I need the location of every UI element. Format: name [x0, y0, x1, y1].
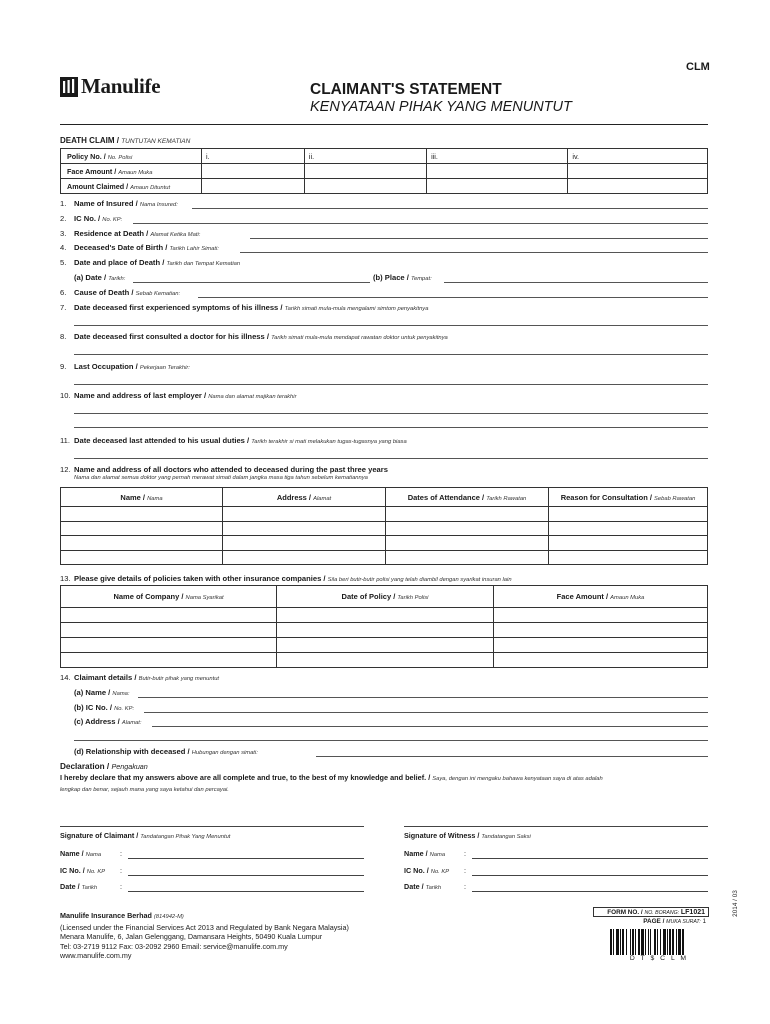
- q14c: (c) Address / Alamat:: [74, 717, 142, 726]
- table-row[interactable]: [61, 653, 708, 668]
- section-death-claim: DEATH CLAIM / TUNTUTAN KEMATIAN: [60, 136, 191, 145]
- q12: 12. Name and address of all doctors who attended to deceased during the past three years: [60, 465, 388, 474]
- q14d: (d) Relationship with deceased / Hubungan dengan simati:: [74, 747, 258, 756]
- q6-field[interactable]: [198, 297, 708, 298]
- table-row[interactable]: [61, 608, 708, 623]
- witness-date-label: Date / Tarikh: [404, 882, 442, 891]
- doctors-table: [60, 487, 708, 565]
- amount-claimed-3[interactable]: [427, 179, 568, 194]
- amount-claimed-2[interactable]: [304, 179, 426, 194]
- page-title: CLAIMANT'S STATEMENT: [310, 81, 502, 98]
- q10: 10. Name and address of last employer / Nama dan alamat majikan terakhir: [60, 391, 297, 400]
- claimant-ic-field[interactable]: [144, 712, 708, 713]
- form-number-box: FORM NO. / NO. BORANG: LF1021: [593, 907, 709, 917]
- q14b: (b) IC No. / No. KP:: [74, 703, 135, 712]
- policy-col-4[interactable]: iv.: [568, 149, 708, 164]
- q8-field[interactable]: [74, 354, 708, 355]
- colon: :: [464, 849, 466, 858]
- q5b-field[interactable]: [444, 282, 708, 283]
- witness-signature-line[interactable]: [404, 826, 708, 827]
- q9: 9. Last Occupation / Pekerjaan Terakhir:: [60, 362, 190, 371]
- q12-translation: Nama dan alamat semua doktor yang pernah merawat simati dalam jangka masa tiga tahun sebelum kematiannya: [74, 475, 368, 481]
- witness-signature-label: Signature of Witness / Tandatangan Saksi: [404, 831, 531, 840]
- face-amount-4[interactable]: [568, 164, 708, 179]
- table-row[interactable]: [61, 623, 708, 638]
- claimant-sign-ic-field[interactable]: [128, 875, 364, 876]
- version-label: 2014 / 03: [731, 890, 739, 917]
- q11: 11. Date deceased last attended to his usual duties / Tarikh terakhir si mati melakukan tugas-tugasnya yang biasa: [60, 436, 407, 445]
- colon: :: [464, 866, 466, 875]
- claimant-ic-label: IC No. / No. KP: [60, 866, 106, 875]
- witness-ic-label: IC No. / No. KP: [404, 866, 450, 875]
- claimant-date-field[interactable]: [128, 891, 364, 892]
- q7-field[interactable]: [74, 325, 708, 326]
- claimant-date-label: Date / Tarikh: [60, 882, 98, 891]
- q14a: (a) Name / Nama:: [74, 688, 130, 697]
- q9-field[interactable]: [74, 384, 708, 385]
- form-code: CLM: [686, 61, 710, 73]
- policy-col-3[interactable]: iii.: [427, 149, 568, 164]
- table-row[interactable]: [61, 536, 708, 551]
- amount-claimed-4[interactable]: [568, 179, 708, 194]
- q10-field-2[interactable]: [74, 427, 708, 428]
- q7: 7. Date deceased first experienced symptoms of his illness / Tarikh simati mula-mula mengalami simtom penyakitnya: [60, 303, 429, 312]
- claimant-signature-line[interactable]: [60, 826, 364, 827]
- policy-no-label: Policy No. / No. Polisi: [61, 149, 202, 164]
- colon: :: [120, 849, 122, 858]
- page-subtitle: KENYATAAN PIHAK YANG MENUNTUT: [310, 99, 572, 115]
- q2: 2. IC No. / No. KP:: [60, 214, 123, 223]
- policies-header-amount: Face Amount / Amaun Muka: [494, 586, 708, 608]
- face-amount-3[interactable]: [427, 164, 568, 179]
- q11-field[interactable]: [74, 458, 708, 459]
- policy-col-2[interactable]: ii.: [304, 149, 426, 164]
- barcode-text: D T $ C L M: [629, 955, 689, 962]
- colon: :: [464, 882, 466, 891]
- claimant-relationship-field[interactable]: [316, 756, 708, 757]
- company-info: Manulife Insurance Berhad (814942-M) (Licensed under the Financial Services Act 2013 and Regulated by Bank Negara Malaysia) Menara Manulife, 6, Jalan Gelenggang, Damansara Heights, 50490 Kuala Lumpur Tel: 03-2719 9112 Fax: 03-2092 2960 Email: service@manulife.com.my www.manulife.com.my: [60, 911, 349, 961]
- colon: :: [120, 882, 122, 891]
- q2-field[interactable]: [133, 223, 708, 224]
- amount-claimed-1[interactable]: [202, 179, 305, 194]
- q3-field[interactable]: [250, 238, 708, 239]
- witness-name-label: Name / Nama: [404, 849, 446, 858]
- policy-table: [60, 148, 708, 194]
- doctors-header-dates: Dates of Attendance / Tarikh Rawatan: [386, 488, 549, 507]
- policies-header-company: Name of Company / Nama Syarikat: [61, 586, 277, 608]
- amount-claimed-label: Amount Claimed / Amaun Dituntut: [61, 179, 202, 194]
- claimant-address-field-2[interactable]: [74, 740, 708, 741]
- q6: 6. Cause of Death / Sebab Kematian:: [60, 288, 181, 297]
- q5a: (a) Date / Tarikh:: [74, 273, 126, 282]
- claimant-address-field-1[interactable]: [152, 726, 708, 727]
- table-row[interactable]: [61, 638, 708, 653]
- claimant-name-label: Name / Nama: [60, 849, 102, 858]
- declaration-text: I hereby declare that my answers above are all complete and true, to the best of my knowledge and belief. / Saya, dengan ini mengaku bahawa kenyataan saya di atas adalah lengkap dan benar, sejauh mana yang saya ketahui dan percayai.: [60, 773, 603, 793]
- table-row[interactable]: [61, 507, 708, 522]
- table-row[interactable]: [61, 521, 708, 536]
- declaration-title: Declaration / Pengakuan: [60, 762, 148, 771]
- policies-header-date: Date of Policy / Tarikh Polisi: [277, 586, 494, 608]
- face-amount-2[interactable]: [304, 164, 426, 179]
- claimant-name-field[interactable]: [138, 697, 708, 698]
- q1-field[interactable]: [192, 208, 708, 209]
- face-amount-1[interactable]: [202, 164, 305, 179]
- colon: :: [120, 866, 122, 875]
- logo: [60, 74, 160, 99]
- logo-text: Manulife: [81, 74, 161, 98]
- witness-ic-field[interactable]: [472, 875, 708, 876]
- witness-date-field[interactable]: [472, 891, 708, 892]
- policy-col-1[interactable]: i.: [202, 149, 305, 164]
- page-number: PAGE / MUKA SURAT: 1: [643, 918, 706, 925]
- barcode: [610, 929, 708, 955]
- q5a-field[interactable]: [133, 282, 370, 283]
- doctors-header-address: Address / Alamat: [223, 488, 386, 507]
- q14: 14. Claimant details / Butir-butir pihak yang menuntut: [60, 673, 220, 682]
- manulife-logo-icon: [60, 77, 78, 97]
- q5b: (b) Place / Tempat:: [373, 273, 432, 282]
- q8: 8. Date deceased first consulted a doctor for his illness / Tarikh simati mula-mula mendapat rawatan doktor untuk penyakitnya: [60, 332, 448, 341]
- claimant-sign-name-field[interactable]: [128, 858, 364, 859]
- claimant-signature-label: Signature of Claimant / Tandatangan Pihak Yang Menuntut: [60, 831, 231, 840]
- witness-name-field[interactable]: [472, 858, 708, 859]
- doctors-header-reason: Reason for Consultation / Sebab Rawatan: [549, 488, 708, 507]
- q10-field-1[interactable]: [74, 413, 708, 414]
- q4-field[interactable]: [240, 252, 708, 253]
- doctors-header-name: Name / Nama: [61, 488, 223, 507]
- q4: 4. Deceased's Date of Birth / Tarikh Lahir Simati:: [60, 243, 219, 252]
- policies-table: [60, 585, 708, 668]
- q13: 13. Please give details of policies taken with other insurance companies / Sila beri butir-butir polisi yang telah diambil dengan syarikat insuran lain: [60, 574, 512, 583]
- q3: 3. Residence at Death / Alamat Ketika Mati:: [60, 229, 201, 238]
- table-row[interactable]: [61, 550, 708, 565]
- q5: 5. Date and place of Death / Tarikh dan Tempat Kematian: [60, 258, 241, 267]
- q1: 1. Name of Insured / Nama Insured:: [60, 199, 178, 208]
- face-amount-label: Face Amount / Amaun Muka: [61, 164, 202, 179]
- header-divider: [60, 124, 708, 125]
